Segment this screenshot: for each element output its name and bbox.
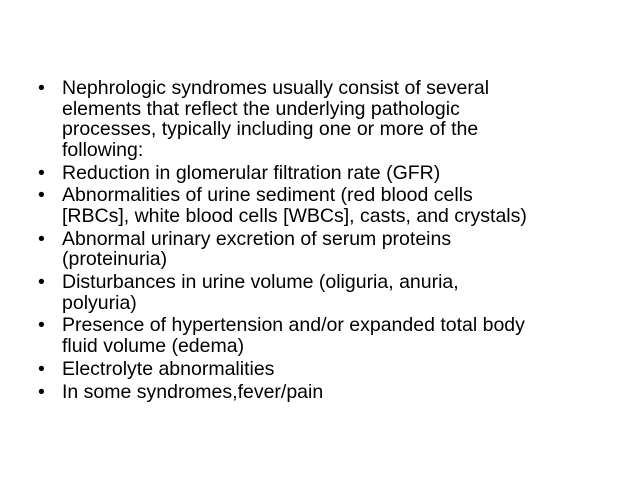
list-item-text-line: following: (62, 138, 144, 161)
list-item-text-line: Presence of hypertension and/or expanded total body (62, 314, 525, 337)
list-item-text-line: elements that reflect the underlying pathologic (62, 97, 460, 120)
bullet-icon: • (38, 380, 45, 403)
bullet-icon: • (38, 184, 45, 207)
list-item (38, 382, 634, 403)
list-item-text-line: Nephrologic syndromes usually consist of several (62, 77, 490, 99)
list-item-text-line: (proteinuria) (62, 248, 168, 271)
list-item (38, 359, 634, 380)
list-item-text-line: polyuria) (62, 291, 137, 314)
bullet-icon: • (38, 314, 45, 337)
bullet-icon: • (38, 77, 45, 99)
bullet-icon: • (38, 227, 45, 250)
list-item (38, 272, 634, 313)
list-item-text-line: [RBCs], white blood cells [WBCs], casts, and crystals) (62, 204, 527, 227)
bullet-icon: • (38, 271, 45, 294)
list-item-text-line: Disturbances in urine volume (oliguria, anuria, (62, 271, 459, 294)
list-item-text-line: In some syndromes,fever/pain (62, 380, 324, 403)
bullet-icon: • (38, 161, 45, 184)
list-item-text-line: Reduction in glomerular filtration rate (GFR) (62, 161, 441, 184)
list-item-text-line: Abnormal urinary excretion of serum proteins (62, 227, 452, 250)
list-item-text-line: processes, typically including one or more of the (62, 118, 479, 141)
list-item (38, 185, 634, 226)
list-item-text-line: fluid volume (edema) (62, 335, 245, 358)
bullet-list (38, 78, 634, 404)
list-item (38, 229, 634, 270)
list-item-text-line: Electrolyte abnormalities (62, 357, 275, 380)
list-item-text-line: Abnormalities of urine sediment (red blood cells (62, 184, 473, 207)
list-item (38, 163, 634, 184)
list-item (38, 315, 634, 356)
list-item (38, 78, 634, 160)
bullet-icon: • (38, 357, 45, 380)
